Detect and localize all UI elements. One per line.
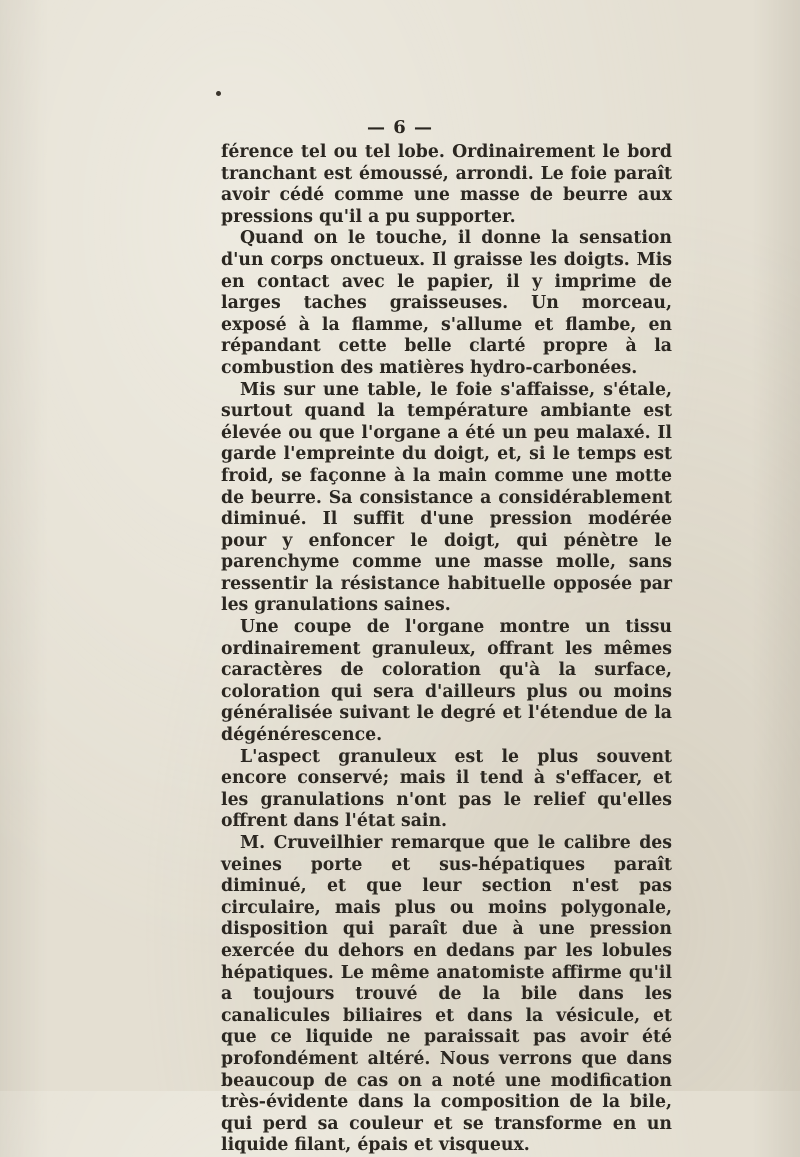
paragraph-cruveilhier: M. Cruveilhier remarque que le calibre des veines porte et sus-hépatiques paraît diminué, et que leur section n'est pas circulaire, mais plus ou moins polygonale, disposition qui paraît due à une pression exercée du dehors en dedans par les lobules hépatiques. Le même anatomiste affirme qu'il a toujours trouvé de la bile dans les canalicules biliaires et dans la vésicule, et que ce liquide ne paraissait pas avoir été profondément altéré. Nous verrons que dans beaucoup de cas on a noté une modification très-évidente dans la composition de la bile, qui perd sa couleur et se transforme en un liquide filant, épais et visqueux. — [221, 833, 672, 1156]
page-number: — 6 — — [366, 117, 434, 138]
ink-speck — [216, 91, 221, 96]
paragraph-section: Une coupe de l'organe montre un tissu ordinairement granuleux, offrant les mêmes caractères de coloration qu'à la surface, coloration qui sera d'ailleurs plus ou moins généralisée suivant le degré et l'étendue de la dégénérescence. — [221, 617, 672, 746]
paragraph-continued: férence tel ou tel lobe. Ordinairement le bord tranchant est émoussé, arrondi. Le foie paraît avoir cédé comme une masse de beurre aux pressions qu'il a pu supporter. — [221, 142, 672, 227]
body-text — [221, 142, 672, 1157]
paragraph-aspect: L'aspect granuleux est le plus souvent encore conservé; mais il tend à s'effacer, et les granulations n'ont pas le relief qu'elles offrent dans l'état sain. — [221, 746, 672, 832]
paragraph-touch: Quand on le touche, il donne la sensation d'un corps onctueux. Il graisse les doigts. Mis en contact avec le papier, il y imprime de larges taches graisseuses. Un morceau, exposé à la flamme, s'allume et flambe, en répandant cette belle clarté propre à la combustion des matières hydro-carbonées. — [221, 228, 672, 378]
paragraph-table: Mis sur une table, le foie s'affaisse, s'étale, surtout quand la température ambiante est élevée ou que l'organe a été un peu malaxé. Il garde l'empreinte du doigt, et, si le temps est froid, se façonne à la main comme une motte de beurre. Sa consistance a considérablement diminué. Il suffit d'une pression modérée pour y enfoncer le doigt, qui pénètre le parenchyme comme une masse molle, sans ressentir la résistance habituelle opposée par les granulations saines. — [221, 379, 672, 616]
